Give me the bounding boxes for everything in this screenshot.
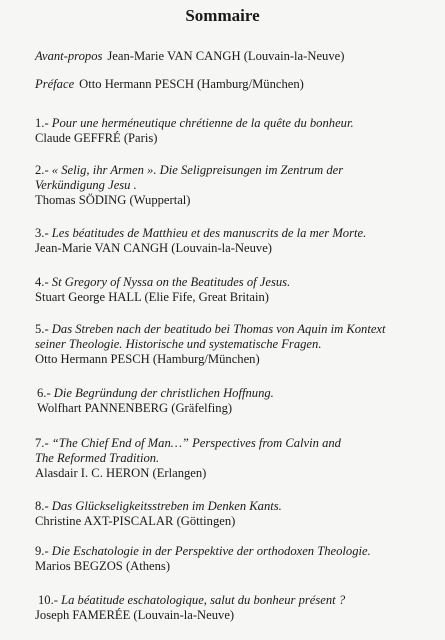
entry-number: 7.- — [35, 436, 49, 450]
toc-entry-3-title — [35, 226, 366, 241]
entry-number: 3.- — [35, 226, 49, 240]
toc-entry-7-title-cont: The Reformed Tradition. — [35, 451, 160, 465]
front-matter-avant-propos — [35, 49, 344, 64]
entry-title: Das Streben nach der beatitudo bei Thomas von Aquin im Kontext — [51, 322, 386, 336]
toc-entry-8-author: Christine AXT-PISCALAR (Göttingen) — [35, 514, 236, 528]
front-matter-author: Jean-Marie VAN CANGH (Louvain-la-Neuve) — [107, 49, 345, 63]
entry-number: 5.- — [35, 322, 49, 336]
front-matter-author: Otto Hermann PESCH (Hamburg/München) — [79, 77, 304, 91]
toc-entry-10-author: Joseph FAMERÉE (Louvain-la-Neuve) — [35, 608, 235, 622]
toc-entry-1-title — [35, 116, 354, 131]
toc-entry-2-title-cont: Verkündigung Jesu . — [35, 178, 137, 192]
toc-entry-3-author: Jean-Marie VAN CANGH (Louvain-la-Neuve) — [35, 241, 272, 255]
toc-entry-2-title — [35, 163, 343, 178]
toc-entry-9-author: Marios BEGZOS (Athens) — [35, 559, 171, 573]
entry-number: 1.- — [35, 116, 49, 130]
entry-number: 2.- — [35, 163, 49, 177]
toc-entry-5-author: Otto Hermann PESCH (Hamburg/München) — [35, 352, 260, 366]
entry-title: St Gregory of Nyssa on the Beatitudes of Jesus. — [51, 275, 291, 289]
toc-entry-5-title — [35, 322, 386, 337]
toc-entry-4-title — [35, 275, 290, 290]
entry-title: Pour une herméneutique chrétienne de la quête du bonheur. — [51, 116, 354, 130]
toc-entry-1-author: Claude GEFFRÉ (Paris) — [35, 131, 158, 145]
front-matter-preface — [35, 77, 304, 92]
entry-number: 9.- — [35, 544, 49, 558]
toc-entry-5-title-cont: seiner Theologie. Historische und systematische Fragen. — [35, 337, 322, 351]
entry-title: Die Begründung der christlichen Hoffnung. — [53, 386, 274, 400]
entry-number: 6.- — [37, 386, 51, 400]
toc-entry-7-title — [35, 436, 341, 451]
toc-entry-6-title — [37, 386, 274, 401]
entry-title: “The Chief End of Man…” Perspectives from Calvin and — [51, 436, 341, 450]
entry-title: « Selig, ihr Armen ». Die Seligpreisungen im Zentrum der — [51, 163, 344, 177]
entry-title: Das Glückseligkeitsstreben im Denken Kants. — [51, 499, 282, 513]
toc-entry-9-title — [35, 544, 371, 559]
toc-entry-2-author: Thomas SÖDING (Wuppertal) — [35, 193, 191, 207]
toc-entry-8-title — [35, 499, 282, 514]
entry-number: 10.- — [38, 593, 58, 607]
front-matter-label: Avant-propos — [35, 49, 103, 63]
page-title: Sommaire — [185, 6, 260, 25]
entry-number: 8.- — [35, 499, 49, 513]
front-matter-label: Préface — [35, 77, 75, 91]
entry-title: Die Eschatologie in der Perspektive der orthodoxen Theologie. — [51, 544, 371, 558]
toc-entry-6-author: Wolfhart PANNENBERG (Gräfelfing) — [37, 401, 233, 415]
entry-number: 4.- — [35, 275, 49, 289]
entry-title: La béatitude eschatologique, salut du bonheur présent ? — [61, 593, 346, 607]
toc-entry-7-author: Alasdair I. C. HERON (Erlangen) — [35, 466, 207, 480]
toc-entry-4-author: Stuart George HALL (Elie Fife, Great Britain) — [35, 290, 269, 304]
toc-entry-10-title — [38, 593, 345, 608]
entry-title: Les béatitudes de Matthieu et des manuscrits de la mer Morte. — [51, 226, 367, 240]
